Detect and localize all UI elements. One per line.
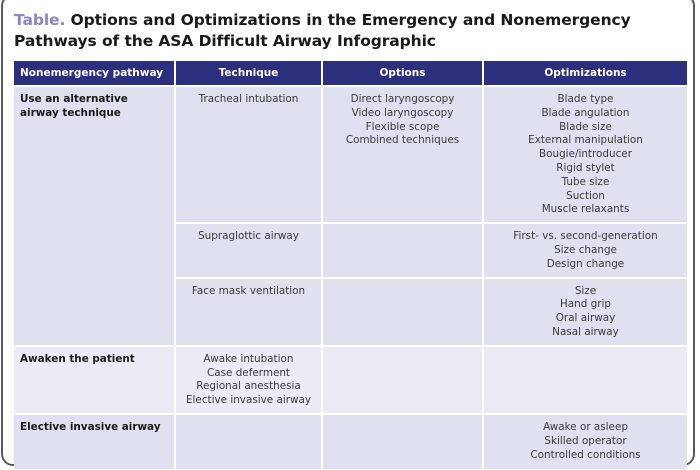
optimizations-cell xyxy=(483,223,687,277)
cell-line: Case deferment xyxy=(206,366,291,379)
cell-line: Size xyxy=(574,284,597,297)
cell-line: Oral airway xyxy=(555,312,616,325)
pathway-cell: Awaken the patient xyxy=(14,346,175,414)
technique-cell xyxy=(175,346,322,414)
options-cell xyxy=(322,278,483,346)
optimizations-cell xyxy=(483,86,687,223)
optimizations-cell xyxy=(483,414,687,469)
technique-cell xyxy=(175,414,322,469)
cell-line: Regional anesthesia xyxy=(196,380,301,393)
table-row xyxy=(14,414,687,469)
cell-line: Direct laryngoscopy xyxy=(350,93,455,105)
cell-line: Rigid stylet xyxy=(556,161,615,174)
cell-line: Nasal airway xyxy=(552,325,619,338)
pathway-cell: Elective invasive airway xyxy=(14,414,175,469)
cell-line: Hand grip xyxy=(559,298,611,311)
technique-cell xyxy=(175,223,322,277)
table-row xyxy=(14,346,687,414)
cell-line: Muscle relaxants xyxy=(541,203,630,216)
cell-line: Design change xyxy=(546,257,625,270)
cell-line: Video laryngoscopy xyxy=(351,106,454,119)
cell-line: Controlled conditions xyxy=(530,448,641,461)
table-title xyxy=(14,10,674,52)
options-cell xyxy=(322,223,483,277)
cell-line: Size change xyxy=(554,243,617,256)
cell-line: Elective invasive airway xyxy=(185,394,312,407)
options-cell xyxy=(322,414,483,469)
cell-line: Flexible scope xyxy=(365,120,440,133)
cell-line: First- vs. second-generation xyxy=(513,230,658,243)
cell-line: Combined techniques xyxy=(345,134,460,147)
options-cell xyxy=(322,346,483,414)
technique-cell xyxy=(175,86,322,223)
cell-line: Blade size xyxy=(559,120,612,133)
airway-options-table xyxy=(14,61,687,469)
cell-line: Blade angulation xyxy=(541,106,630,119)
cell-line: Suction xyxy=(566,189,605,202)
technique-cell xyxy=(175,278,322,346)
cell-line: Skilled operator xyxy=(544,434,627,447)
cell-line: Blade type xyxy=(557,93,614,105)
cell-line: External manipulation xyxy=(528,134,643,147)
pathway-cell: Use an alternative airway technique xyxy=(14,86,175,346)
cell-line: Tube size xyxy=(561,175,610,188)
table-label: Table. xyxy=(14,11,66,29)
header-nonemergency-pathway: Nonemergency pathway xyxy=(14,61,175,86)
header-optimizations: Optimizations xyxy=(483,61,687,86)
optimizations-cell xyxy=(483,278,687,346)
table-title-text: Options and Optimizations in the Emergency and Nonemergency Pathways of the ASA Difficult Airway Infographic xyxy=(14,11,631,50)
cell-line: Tracheal intubation xyxy=(198,93,299,105)
cell-line: Awake intubation xyxy=(203,352,294,365)
table-row xyxy=(14,86,687,223)
cell-line: Face mask ventilation xyxy=(191,284,306,297)
header-technique: Technique xyxy=(175,61,322,86)
table-header-row xyxy=(14,61,687,86)
options-cell xyxy=(322,86,483,223)
cell-line: Bougie/introducer xyxy=(539,148,632,161)
header-options: Options xyxy=(322,61,483,86)
optimizations-cell xyxy=(483,346,687,414)
cell-line: Supraglottic airway xyxy=(198,230,299,243)
cell-line: Awake or asleep xyxy=(543,420,628,433)
